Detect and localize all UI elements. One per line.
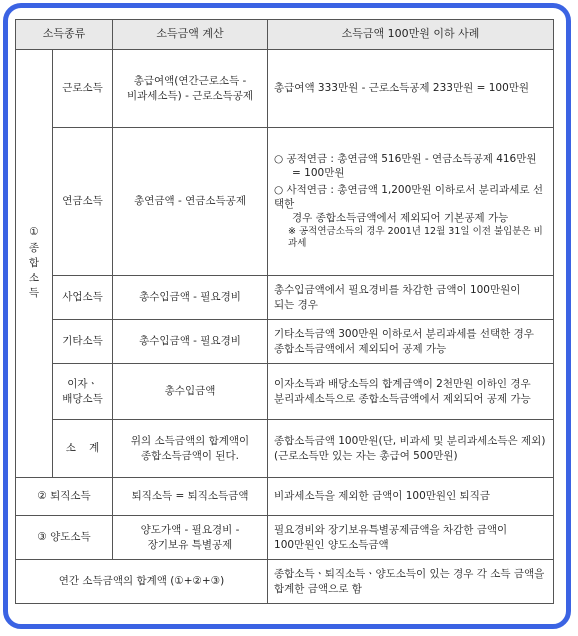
header-row <box>16 20 554 50</box>
kind-cell: 연금소득 <box>53 128 113 276</box>
kind-cell: 기타소득 <box>53 320 113 364</box>
income-table <box>15 19 554 604</box>
calc-cell: 퇴직소득 = 퇴직소득금액 <box>113 478 268 516</box>
header-income-type: 소득종류 <box>16 20 113 50</box>
table-row <box>16 560 554 604</box>
total-label-cell: 연간 소득금액의 합계액 (①+②+③) <box>16 560 268 604</box>
calc-cell: 위의 소득금액의 합계액이 종합소득금액이 된다. <box>113 420 268 478</box>
example-cell: 총급여액 333만원 - 근로소득공제 233만원 = 100만원 <box>268 50 554 128</box>
table-row <box>16 276 554 320</box>
kind-cell: 이자ㆍ 배당소득 <box>53 364 113 420</box>
kind-cell: 근로소득 <box>53 50 113 128</box>
example-cell: ○ 공적연금 : 총연금액 516만원 - 연금소득공제 416만원 = 100만원 ○ 사적연금 : 총연금액 1,200만원 이하로서 분리과세로 선택한 경우 종합소득금액에서 제외되어 기본공제 가능 ※ 공적연금소득의 경우 2001년 12월 31일 이전 불입분은 비과세 <box>268 128 554 276</box>
table-row <box>16 478 554 516</box>
example-cell: 이자소득과 배당소득의 합계금액이 2천만원 이하인 경우 분리과세소득으로 종합소득금액에서 제외되어 공제 가능 <box>268 364 554 420</box>
example-cell: 필요경비와 장기보유특별공제금액을 차감한 금액이 100만원인 양도소득금액 <box>268 516 554 560</box>
example-cell: 종합소득ㆍ퇴직소득ㆍ양도소득이 있는 경우 각 소득 금액을 합계한 금액으로 함 <box>268 560 554 604</box>
example-cell: 총수입금액에서 필요경비를 차감한 금액이 100만원이 되는 경우 <box>268 276 554 320</box>
calc-cell: 총수입금액 - 필요경비 <box>113 276 268 320</box>
combined-income-group-label: ① 종 합 소 득 <box>16 50 53 478</box>
calc-cell: 총연금액 - 연금소득공제 <box>113 128 268 276</box>
calc-cell: 총급여액(연간근로소득 - 비과세소득) - 근로소득공제 <box>113 50 268 128</box>
example-cell: 종합소득금액 100만원(단, 비과세 및 분리과세소득은 제외) (근로소득만 있는 자는 총급여 500만원) <box>268 420 554 478</box>
calc-cell: 총수입금액 - 필요경비 <box>113 320 268 364</box>
example-cell: 기타소득금액 300만원 이하로서 분리과세를 선택한 경우 종합소득금액에서 제외되어 공제 가능 <box>268 320 554 364</box>
table-row <box>16 50 554 128</box>
table-row <box>16 420 554 478</box>
table-row <box>16 320 554 364</box>
calc-cell: 양도가액 - 필요경비 - 장기보유 특별공제 <box>113 516 268 560</box>
kind-cell: ③ 양도소득 <box>16 516 113 560</box>
table-row <box>16 516 554 560</box>
kind-cell: ② 퇴직소득 <box>16 478 113 516</box>
example-cell: 비과세소득을 제외한 금액이 100만원인 퇴직금 <box>268 478 554 516</box>
header-income-calc: 소득금액 계산 <box>113 20 268 50</box>
table-row <box>16 128 554 276</box>
kind-cell: 소 계 <box>53 420 113 478</box>
kind-cell: 사업소득 <box>53 276 113 320</box>
table-row <box>16 364 554 420</box>
calc-cell: 총수입금액 <box>113 364 268 420</box>
header-example: 소득금액 100만원 이하 사례 <box>268 20 554 50</box>
